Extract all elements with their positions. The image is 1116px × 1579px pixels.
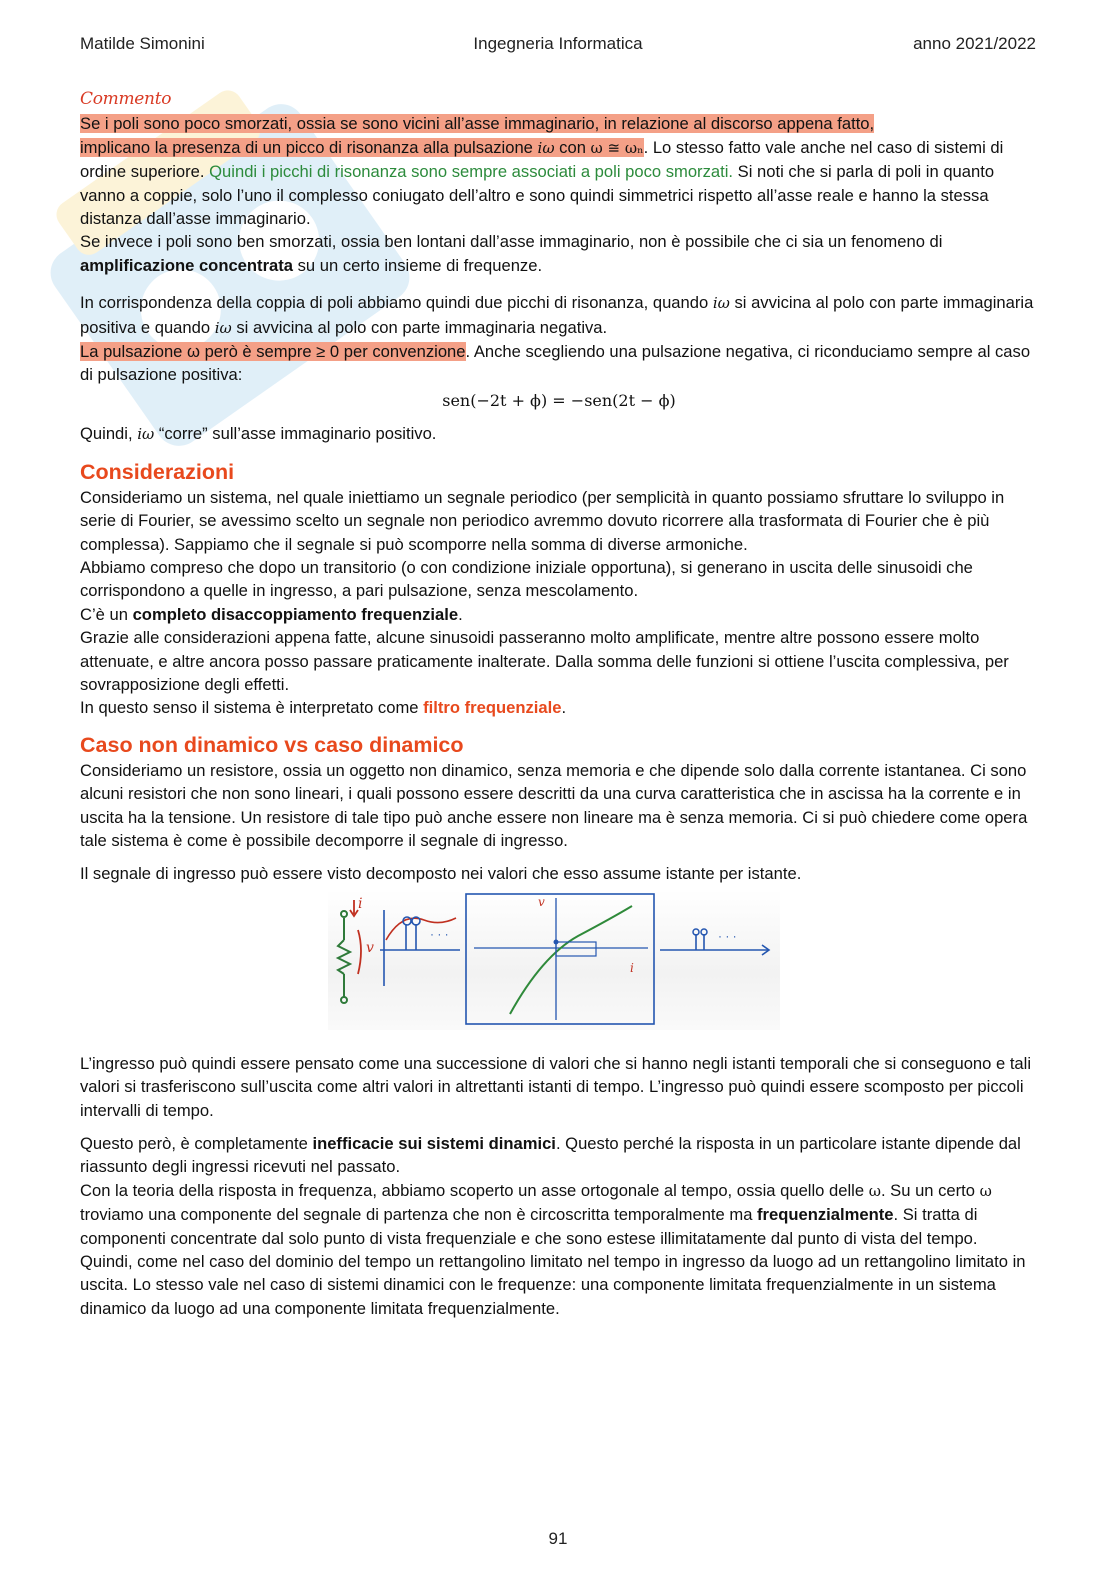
caso-p4-b: . Questo perché la risposta in un particolare istante dipende dal riassunto degli ingressi ricevuti nel passato. bbox=[80, 1134, 1021, 1177]
comment-p5-b: “corre” sull’asse immaginario positivo. bbox=[154, 424, 437, 444]
caso-p5 bbox=[80, 1179, 1038, 1250]
comment-p3-c: si avvicina al polo con parte immaginaria negativa. bbox=[231, 317, 608, 337]
caso-p5-c: troviamo una componente del segnale di partenza che non è circoscritta temporalmente ma bbox=[80, 1205, 758, 1225]
comment-paragraph-2 bbox=[80, 230, 1038, 277]
caso-p5-d: . Si tratta di componenti concentrate dal solo punto di vista frequenziale e che sono estese illimitatamente dal punto di vista del tempo. bbox=[80, 1205, 978, 1248]
comment-p1-tail: . Lo stesso fatto vale anche nel caso di sistemi di ordine superiore. bbox=[80, 137, 1004, 182]
comment-p3-b: si avvicina al polo con parte immaginaria positiva e quando bbox=[80, 293, 1034, 337]
output-signal-plot bbox=[660, 929, 769, 955]
math-iw: iω bbox=[214, 318, 232, 337]
considerazioni-p3 bbox=[80, 603, 1038, 626]
considerazioni-p5-b: . bbox=[561, 698, 567, 718]
page-number: 91 bbox=[548, 1529, 568, 1548]
bold-amplificazione: amplificazione concentrata bbox=[80, 255, 294, 275]
considerazioni-p2: Abbiamo compreso che dopo un transitorio (o con condizione iniziale opportuna), si generano in uscita delle sinusoidi che corrispondono a quelle in ingresso, a pari pulsazione, senza mescolamento. bbox=[80, 557, 973, 601]
comment-p2-b: su un certo insieme di frequenze. bbox=[293, 255, 543, 275]
considerazioni-p1: Consideriamo un sistema, nel quale iniettiamo un segnale periodico (per semplicità in quanto possiamo sfruttare lo sviluppo in serie di Fourier, se avessimo scelto un segnale non periodico avremmo dovuto ricorrere alla trasformata di Fourier che è più complessa). Sappiamo che il segnale si può scomporre nella somma di diverse armoniche. bbox=[80, 487, 1005, 554]
sketch-drawing bbox=[328, 890, 780, 1030]
comment-paragraph-3 bbox=[80, 291, 1038, 340]
caso-p5-a: Con la teoria della risposta in frequenza, abbiamo scoperto un asse ortogonale al tempo, ossia quello delle bbox=[80, 1180, 869, 1200]
comment-p3-a: In corrispondenza della coppia di poli abbiamo quindi due picchi di risonanza, quando bbox=[80, 293, 713, 313]
comment-paragraph-4 bbox=[80, 340, 1038, 387]
considerazioni-p5-a: In questo senso il sistema è interpretato come bbox=[80, 698, 424, 718]
caso-p4 bbox=[80, 1132, 1038, 1179]
page-header bbox=[80, 34, 1036, 56]
sketch-dots-input: · · · bbox=[430, 926, 449, 941]
considerazioni-p5 bbox=[80, 696, 1038, 719]
label-i-left: i bbox=[358, 895, 363, 912]
resistor-icon bbox=[338, 911, 350, 1003]
heading-considerazioni: Considerazioni bbox=[80, 459, 235, 484]
comment-label: Commento bbox=[80, 89, 172, 109]
considerazioni-p4: Grazie alle considerazioni appena fatte, alcune sinusoidi passeranno molto amplificate, mentre altre possono essere molto attenuate, e altre ancora posso passare praticamente inalterate. Dalla somma delle funzioni si ottiene l’uscita complessiva, per sovrapposizione degli effetti. bbox=[80, 628, 1009, 694]
highlight-poles-b-text: implicano la presenza di un picco di risonanza alla pulsazione bbox=[80, 137, 538, 157]
resistor-sketch-figure bbox=[328, 890, 780, 1030]
bold-inefficacie: inefficacie sui sistemi dinamici bbox=[312, 1134, 556, 1153]
highlight-poles-c-text: con bbox=[554, 137, 591, 157]
comment-p5-a: Quindi, bbox=[80, 424, 138, 444]
highlight-convention: La pulsazione ω però è sempre ≥ 0 per convenzione bbox=[80, 342, 466, 362]
caso-p2: Il segnale di ingresso può essere visto decomposto nei valori che esso assume istante per istante. bbox=[80, 864, 802, 884]
highlight-poles-b bbox=[80, 138, 644, 157]
caso-p6: Quindi, come nel caso del dominio del tempo un rettangolino limitato nel tempo in ingresso da luogo ad un rettangolino limitato in uscita. Lo stesso vale nel caso di sistemi dinamici con le frequenze: una componente limitata frequenzialmente in un sistema dinamico da luogo ad una componente limitata frequenzialmente. bbox=[80, 1252, 1026, 1318]
math-omega: ω bbox=[979, 1181, 992, 1200]
label-v-axis: v bbox=[538, 894, 545, 909]
comment-p2-a: Se invece i poli sono ben smorzati, ossia ben lontani dall’asse immaginario, non è possibile che ci sia un fenomeno di bbox=[80, 232, 943, 252]
sketch-dots-output: · · · bbox=[718, 928, 737, 943]
comment-p1-rest: Si noti che si parla di poli in quanto vanno a coppie, solo l’uno il complesso coniugato dell’altro e sono quindi simmetrici rispetto all’asse reale e hanno la stessa distanza dall’asse immaginario. bbox=[80, 162, 995, 229]
header-course: Ingegneria Informatica bbox=[473, 34, 643, 53]
bold-filtro-frequenziale: filtro frequenziale bbox=[423, 698, 562, 718]
comment-paragraph-5 bbox=[80, 422, 1038, 446]
highlight-poles-a: Se i poli sono poco smorzati, ossia se sono vicini all’asse immaginario, in relazione al discorso appena fatto, bbox=[80, 114, 875, 134]
green-note: Quindi i picchi di risonanza sono sempre associati a poli poco smorzati. bbox=[209, 162, 734, 182]
math-iw: iω bbox=[137, 425, 155, 444]
caso-p3: L’ingresso può quindi essere pensato come una successione di valori che si hanno negli istanti temporali che si conseguono e tali valori si trasferiscono sull’uscita come altri valori in altrettanti istanti di tempo. L’ingresso può quindi essere scomposto per piccoli intervalli di tempo. bbox=[80, 1053, 1032, 1120]
comment-p4-tail: . Anche scegliendo una pulsazione negativa, ci riconduciamo sempre al caso di pulsazione positiva: bbox=[80, 342, 1031, 385]
heading-caso: Caso non dinamico vs caso dinamico bbox=[80, 732, 464, 757]
page-content bbox=[80, 88, 1038, 1320]
characteristic-curve-plot bbox=[466, 894, 654, 1024]
bold-disaccoppiamento: completo disaccoppiamento frequenziale bbox=[132, 604, 459, 624]
math-iw: iω bbox=[537, 138, 555, 157]
considerazioni-p3-b: . bbox=[458, 604, 463, 624]
label-i-axis: i bbox=[630, 960, 634, 975]
label-v-left: v bbox=[366, 939, 374, 956]
math-omega: ω bbox=[868, 1181, 881, 1200]
header-author: Matilde Simonini bbox=[80, 34, 205, 53]
caso-p1: Consideriamo un resistore, ossia un oggetto non dinamico, senza memoria e che dipende solo dalla corrente istantanea. Ci sono alcuni resistori che non sono lineari, i quali possono essere descritti da una curva caratteristica che in ascissa ha la corrente e in uscita ha la tensione. Un resistore di tale tipo può anche essere non lineare ma è senza memoria. Ci si può chiedere come opera tale sistema è come è possibile decomporre il segnale di ingresso. bbox=[80, 760, 1028, 850]
considerazioni-p3-a: C’è un bbox=[80, 604, 133, 624]
caso-p5-b: . Su un certo bbox=[880, 1180, 980, 1200]
math-iw: iω bbox=[712, 294, 730, 313]
header-year: anno 2021/2022 bbox=[913, 34, 1036, 53]
caso-p4-a: Questo però, è completamente bbox=[80, 1134, 313, 1153]
math-resonance-condition: ω ≅ ωₙ bbox=[590, 138, 644, 157]
equation-sine: sen(−2t + ϕ) = −sen(2t − ϕ) bbox=[442, 390, 676, 410]
comment-paragraph-1 bbox=[80, 112, 1038, 230]
input-signal-plot bbox=[380, 910, 460, 986]
bold-frequenzialmente: frequenzialmente bbox=[757, 1205, 894, 1225]
